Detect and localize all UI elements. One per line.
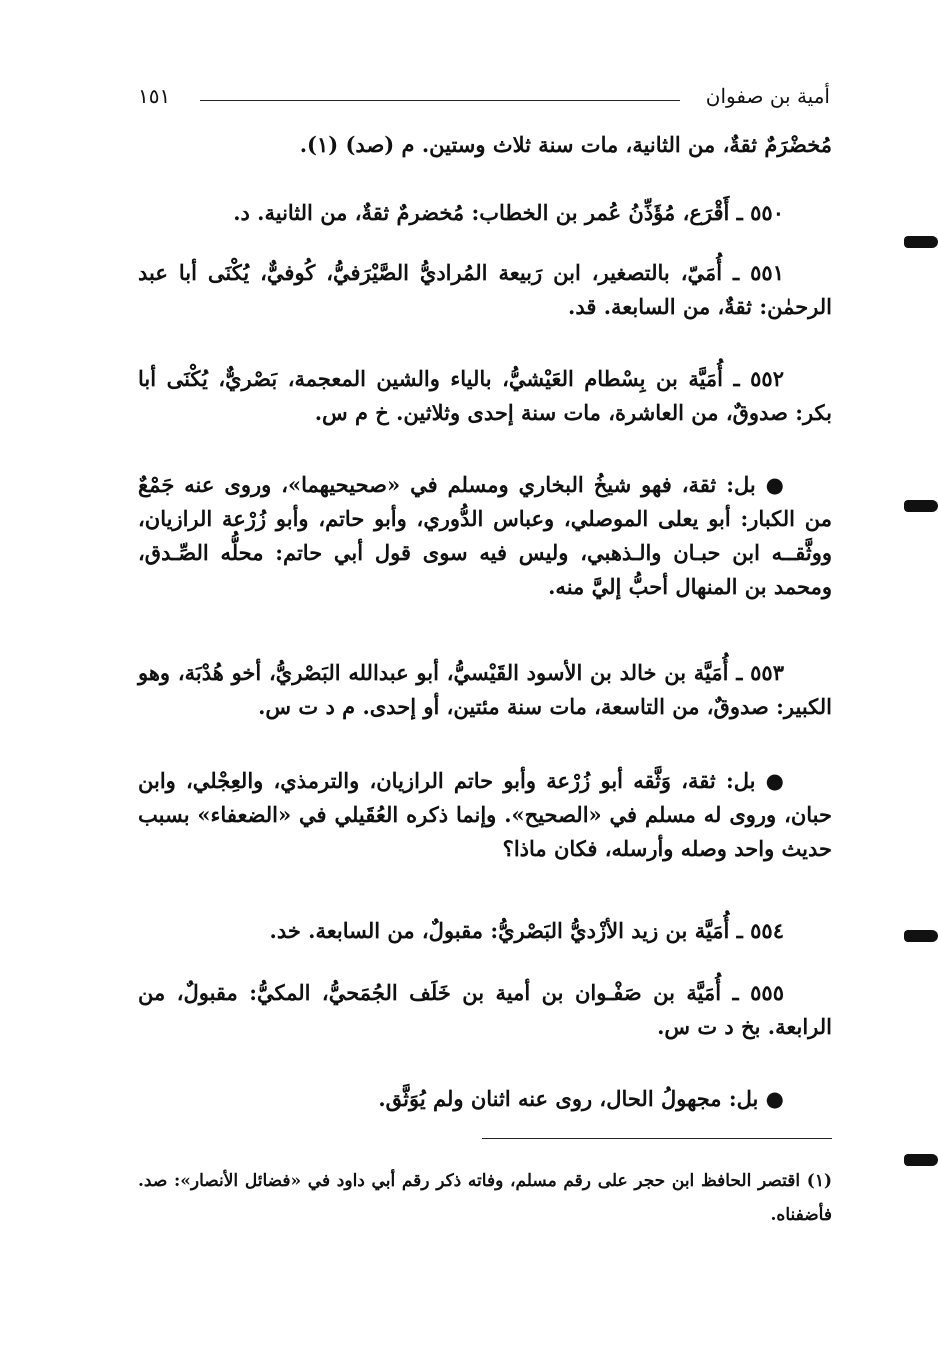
running-title: أمية بن صفوان [705,84,830,108]
entry-550: ٥٥٠ ـ أَقْرَع، مُؤَذِّنُ عُمر بن الخطاب: مُخضرمٌ ثقةٌ، من الثانية. د. [233,200,784,225]
footnote: (١) اقتصر الحافظ ابن حجر على رقم مسلم، وفاته ذكر رقم أبي داود في «فضائل الأنصار»: صد. فأضفناه. [138,1171,832,1225]
entry-554: ٥٥٤ ـ أُمَيَّة بن زيد الأزْديُّ البَصْريُّ: مقبولٌ، من السابعة. خد. [269,918,784,943]
entry-551: ٥٥١ ـ أُمَيّ، بالتصغير، ابن رَبيعة المُراديُّ الصَّيْرَفيُّ، كُوفيٌّ، يُكْنَى أبا عبد الرحمٰن: ثقةٌ، من السابعة. قد. [138,260,832,319]
comment-555: ● بل: مجهولُ الحال، روى عنه اثنان ولم يُوَثَّق. [378,1086,784,1111]
comment-553: ● بل: ثقة، وَثَّقه أبو زُرْعة وأبو حاتم الرازيان، والترمذي، والعِجْلي، وابن حبان، وروى له مسلم في «الصحيح». وإنما ذكره العُقَيلي في «الضعفاء» بسبب حديث واحد وصله وأرسله، فكان ماذا؟ [138,768,832,861]
entry-555: ٥٥٥ ـ أُمَيَّة بن صَفْـوان بن أمية بن خَلَف الجُمَحيُّ، المكيُّ: مقبولٌ، من الرابعة. بخ د ت س. [138,980,832,1039]
running-header [138,82,830,114]
page-number: ١٥١ [138,84,171,108]
margin-mark [904,500,938,512]
entry-553: ٥٥٣ ـ أُمَيَّة بن خالد بن الأسود القَيْسيُّ، أبو عبدالله البَصْريُّ، أخو هُدْبَة، وهو الكبير: صدوقٌ، من التاسعة، مات سنة مئتين، أو إحدى. م د ت س. [138,660,832,719]
margin-mark [904,930,938,942]
entry-552: ٥٥٢ ـ أُمَيَّة بن بِسْطام العَيْشيُّ، بالياء والشين المعجمة، بَصْريٌّ، يُكْنَى أبا بكر: صدوقٌ، من العاشرة، مات سنة إحدى وثلاثين. خ م س. [138,366,832,425]
header-rule [200,100,680,101]
margin-mark [904,236,938,248]
margin-mark [904,1154,938,1166]
comment-552: ● بل: ثقة، فهو شيخُ البخاري ومسلم في «صحيحيهما»، وروى عنه جَمْعٌ من الكبار: أبو يعلى الموصلي، وعباس الدُّوري، وأبو حاتم، وأبو زُرْعة الرازيان، ووثَّقــه ابن حبـان والـذهبي، وليس فيه سوى قول أبي حاتم: محلُّه الصِّـدق، ومحمد بن المنهال أحبُّ إليَّ منه. [138,472,832,599]
footnote-rule [482,1138,832,1139]
entry-continuation: مُخضْرَمٌ ثقةٌ، من الثانية، مات سنة ثلاث وستين. م (صد) (١). [299,132,832,157]
